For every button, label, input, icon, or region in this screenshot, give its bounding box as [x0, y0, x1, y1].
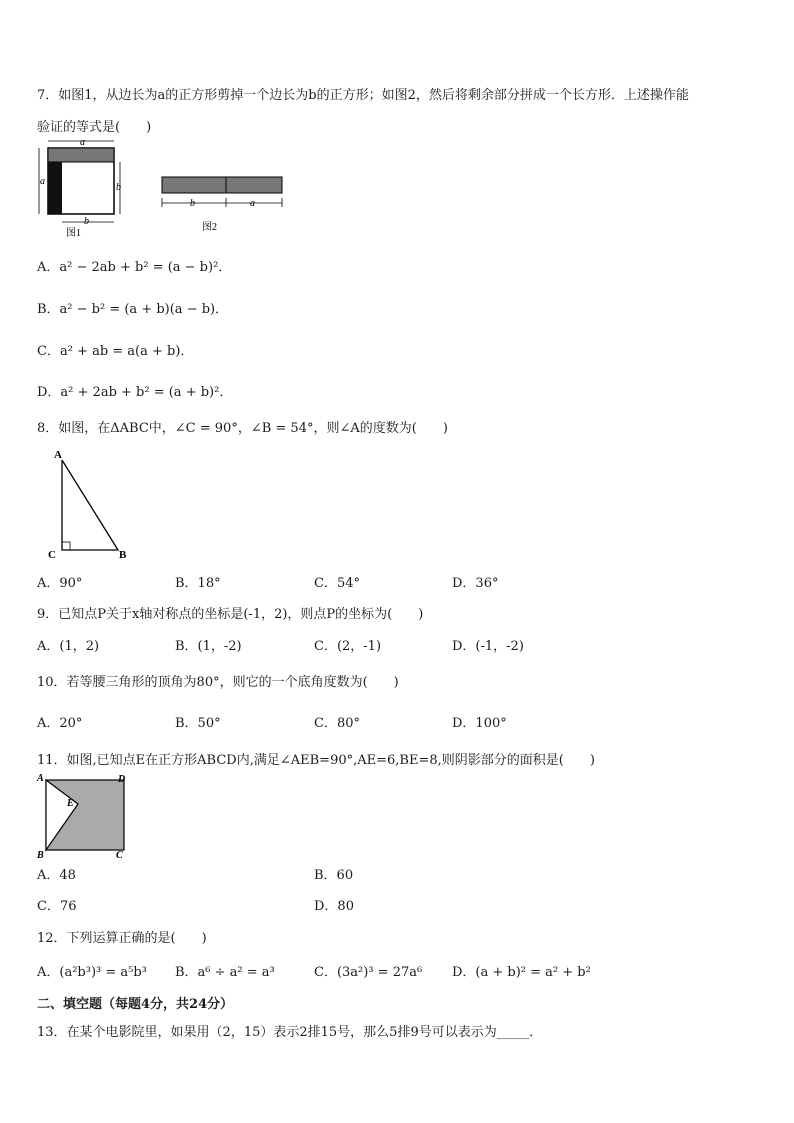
q7-option-d: D．a² + 2ab + b² = (a + b)²． — [37, 385, 233, 400]
fig1-label-top: a — [80, 138, 85, 148]
q11-option-b: B．60 — [314, 868, 354, 883]
q8-option-d: D．36° — [452, 576, 499, 591]
fig2-caption: 图2 — [202, 222, 217, 233]
q10-stem: 10．若等腰三角形的顶角为80°，则它的一个底角度数为( ) — [37, 675, 399, 690]
q12-stem: 12．下列运算正确的是( ) — [37, 931, 207, 946]
q11-square-figure — [36, 770, 130, 860]
q7-stem-line2: 验证的等式是( ) — [37, 120, 152, 135]
q7-figure-2 — [160, 172, 286, 236]
q7-figure-1 — [36, 138, 134, 240]
q8-label-c: C — [48, 549, 56, 561]
q12-option-d: D．(a + b)² = a² + b² — [452, 965, 591, 980]
q11-label-d: D — [118, 774, 126, 785]
q11-option-c: C．76 — [37, 899, 77, 914]
q12-option-b: B．a⁶ ÷ a² = a³ — [175, 965, 275, 980]
q10-option-c: C．80° — [314, 716, 360, 731]
q11-option-d: D．80 — [314, 899, 354, 914]
q13-stem: 13．在某个电影院里，如果用（2，15）表示2排15号，那么5排9号可以表示为_____． — [37, 1025, 543, 1040]
q7-option-a: A．a² − 2ab + b² = (a − b)²． — [37, 260, 232, 275]
q11-option-a: A．48 — [37, 868, 76, 883]
fig2-label-b: b — [190, 198, 195, 209]
q11-label-b: B — [37, 850, 44, 860]
q11-label-a: A — [37, 773, 44, 784]
q10-option-b: B．50° — [175, 716, 221, 731]
fig2-label-a: a — [250, 198, 255, 209]
q8-stem: 8．如图，在ΔABC中，∠C = 90°，∠B = 54°，则∠A的度数为( ) — [37, 421, 448, 436]
q7-option-b: B．a² − b² = (a + b)(a − b)． — [37, 302, 229, 317]
q9-option-c: C．(2，-1) — [314, 639, 382, 654]
fig1-caption: 图1 — [66, 228, 81, 239]
fig1-label-left: a — [40, 176, 45, 187]
q9-option-b: B．(1，-2) — [175, 639, 242, 654]
q8-option-a: A．90° — [37, 576, 83, 591]
q12-option-c: C．(3a²)³ = 27a⁶ — [314, 965, 423, 980]
q9-option-d: D．(-1，-2) — [452, 639, 524, 654]
q10-option-d: D．100° — [452, 716, 507, 731]
q12-option-a: A．(a²b³)³ = a⁵b³ — [37, 965, 147, 980]
q8-option-b: B．18° — [175, 576, 221, 591]
q11-label-c: C — [116, 850, 123, 860]
fig1-label-bottom: b — [84, 216, 89, 227]
section2-heading: 二、填空题（每题4分，共24分） — [37, 997, 234, 1012]
q8-option-c: C．54° — [314, 576, 360, 591]
q9-stem: 9．已知点P关于x轴对称点的坐标是(-1，2)，则点P的坐标为( ) — [37, 607, 424, 622]
q11-label-e: E — [67, 798, 74, 809]
fig1-label-right: b — [116, 182, 121, 193]
q7-stem-line1: 7．如图1，从边长为a的正方形剪掉一个边长为b的正方形；如图2，然后将剩余部分拼成一个长方形．上述操作能 — [37, 88, 689, 103]
q8-label-a: A — [54, 449, 62, 461]
q10-option-a: A．20° — [37, 716, 83, 731]
q11-stem: 11．如图,已知点E在正方形ABCD内,满足∠AEB=90°,AE=6,BE=8,则阴影部分的面积是( ) — [37, 753, 595, 768]
q8-triangle-figure — [44, 446, 134, 562]
q9-option-a: A．(1，2) — [37, 639, 100, 654]
q8-label-b: B — [119, 549, 127, 561]
q7-option-c: C．a² + ab = a(a + b)． — [37, 344, 194, 359]
